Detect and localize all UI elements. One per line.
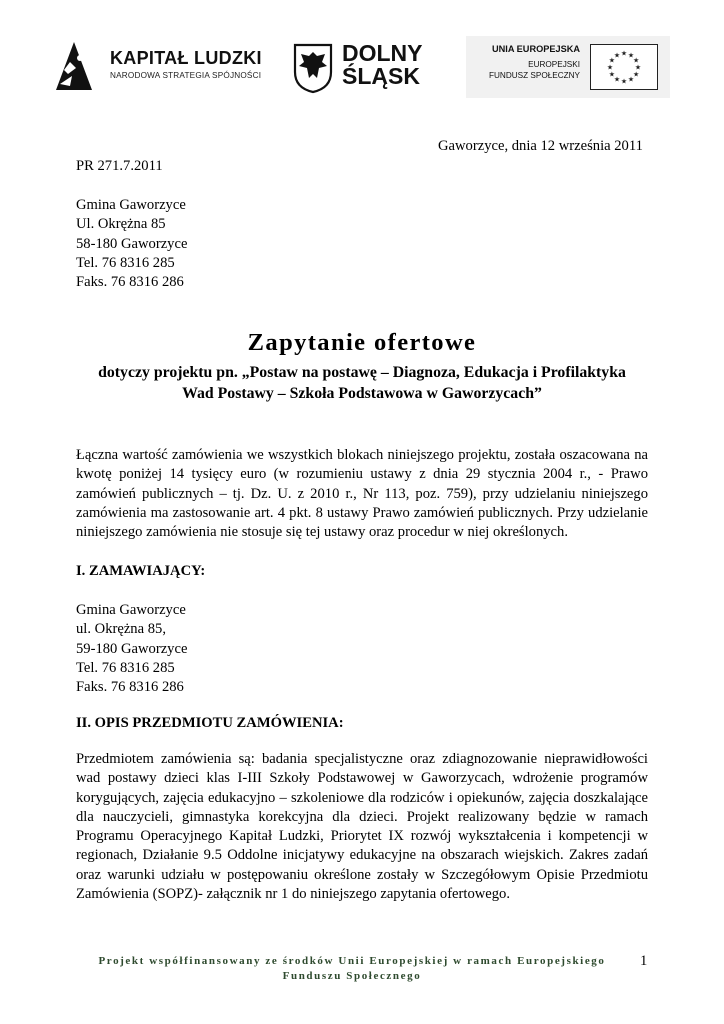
footer-line-1: Projekt współfinansowany ze środków Unii Europejskiej w ramach Europejskiego: [98, 955, 606, 967]
paragraph-line: regionach, Działanie 9.5 Oddolne inicjatywy edukacyjne na obszarach wiejskich. Zakres zadań: [76, 847, 648, 864]
paragraph-line: wad postawy dzieci klas I-III Szkoły Podstawowej w Gaworzycach, wdrożenie programów: [76, 770, 648, 787]
document-title: Zapytanie ofertowe: [247, 329, 477, 356]
eu-star-icon: ★: [620, 77, 628, 86]
sender-line: Faks. 76 8316 286: [76, 274, 184, 291]
dolny-slask-line2: ŚLĄSK: [342, 63, 420, 89]
eu-flag-icon: [590, 44, 658, 90]
section-2-paragraph: [76, 750, 648, 904]
eu-star-icon: ★: [608, 70, 616, 79]
reference-number: PR 271.7.2011: [76, 158, 163, 174]
eu-star-icon: ★: [608, 56, 616, 65]
paragraph-line: Programu Operacyjnego Kapitał Ludzki, Priorytet IX rozwój wykształcenia i kompetencji w: [76, 828, 648, 845]
logo-eu: [466, 36, 670, 98]
eu-line3: FUNDUSZ SPOŁECZNY: [489, 71, 580, 80]
place-date: Gaworzyce, dnia 12 września 2011: [438, 138, 643, 154]
paragraph-line: oraz warunki udziału w postępowaniu określone zostały w Szczegółowym Opisie Przedmiotu: [76, 866, 648, 883]
eu-star-icon: ★: [627, 75, 635, 84]
paragraph-line: dla nauczycieli, gimnastyka korekcyjna dla dzieci. Projekt realizowany będzie w ramach: [76, 808, 648, 825]
eu-line2: EUROPEJSKI: [528, 60, 580, 69]
eu-star-icon: ★: [620, 49, 628, 58]
kapital-ludzki-tagline: NARODOWA STRATEGIA SPÓJNOŚCI: [110, 71, 262, 80]
intro-line: niniejszego zamówienia nie stosuje się tej ustawy oraz procedur w niej określonych.: [76, 524, 568, 541]
sender-line: Ul. Okrężna 85: [76, 216, 166, 233]
section-2-heading: II. OPIS PRZEDMIOTU ZAMÓWIENIA:: [76, 715, 344, 731]
address-line: Faks. 76 8316 286: [76, 679, 184, 696]
paragraph-line: korygujących, zajęcia edukacyjno – szkoleniowe dla rodziców i opiekunów, zajęcia doszkalające: [76, 789, 648, 806]
eu-star-icon: ★: [606, 63, 614, 72]
footer-line-2: Funduszu Społecznego: [282, 970, 422, 982]
sender-address: [76, 196, 187, 292]
eu-star-icon: ★: [613, 51, 621, 60]
eu-star-icon: ★: [632, 56, 640, 65]
sender-line: 58-180 Gaworzyce: [76, 235, 188, 252]
section-1-heading: I. ZAMAWIAJĄCY:: [76, 563, 206, 579]
eu-star-icon: ★: [627, 51, 635, 60]
address-line: Tel. 76 8316 285: [76, 659, 175, 676]
address-line: Gmina Gaworzyce: [76, 602, 186, 618]
sender-line: Gmina Gaworzyce: [76, 197, 186, 213]
paragraph-line: Zamówienia (SOPZ)- załącznik nr 1 do niniejszego zapytania ofertowego.: [76, 886, 511, 903]
section-1-address: [76, 601, 187, 697]
address-line: 59-180 Gaworzyce: [76, 640, 188, 657]
page-number: 1: [640, 953, 648, 969]
paragraph-line: Przedmiotem zamówienia są: badania specjalistyczne oraz zdiagnozowanie nieprawidłowości: [76, 751, 648, 767]
kapital-ludzki-emblem-icon: [50, 40, 98, 92]
eu-star-icon: ★: [634, 63, 642, 72]
eu-star-icon: ★: [632, 70, 640, 79]
subtitle-line-1: dotyczy projektu pn. „Postaw na postawę – Diagnoza, Edukacja i Profilaktyka: [98, 364, 626, 381]
kapital-ludzki-name: KAPITAŁ LUDZKI: [110, 48, 262, 68]
dolny-slask-line1: DOLNY: [342, 40, 423, 66]
sender-line: Tel. 76 8316 285: [76, 254, 175, 271]
subtitle-line-2: Wad Postawy – Szkoła Podstawowa w Gaworzycach”: [182, 385, 542, 402]
logo-kapital-ludzki: [50, 38, 270, 94]
intro-line: zamówienia ma zastosowanie art. 4 pkt. 8 ustawy Prawo zamówień publicznych. Przy udzielanie: [76, 504, 648, 521]
intro-paragraph: [76, 446, 648, 542]
address-line: ul. Okrężna 85,: [76, 621, 166, 638]
intro-line: kwotę poniżej 14 tysięcy euro (w rozumieniu ustawy z dnia 29 stycznia 2004 r., - Prawo: [76, 466, 648, 483]
eu-star-icon: ★: [613, 75, 621, 84]
logo-dolny-slask: [292, 42, 442, 98]
eu-line1: UNIA EUROPEJSKA: [492, 44, 580, 54]
intro-line: zamówień publicznych – tj. Dz. U. z 2010 r., Nr 113, poz. 759), przy udzielaniu niniejszego: [76, 485, 648, 502]
intro-line: Łączna wartość zamówienia we wszystkich blokach niniejszego projektu, została oszacowana na: [76, 447, 648, 463]
eagle-shield-icon: [292, 42, 334, 94]
